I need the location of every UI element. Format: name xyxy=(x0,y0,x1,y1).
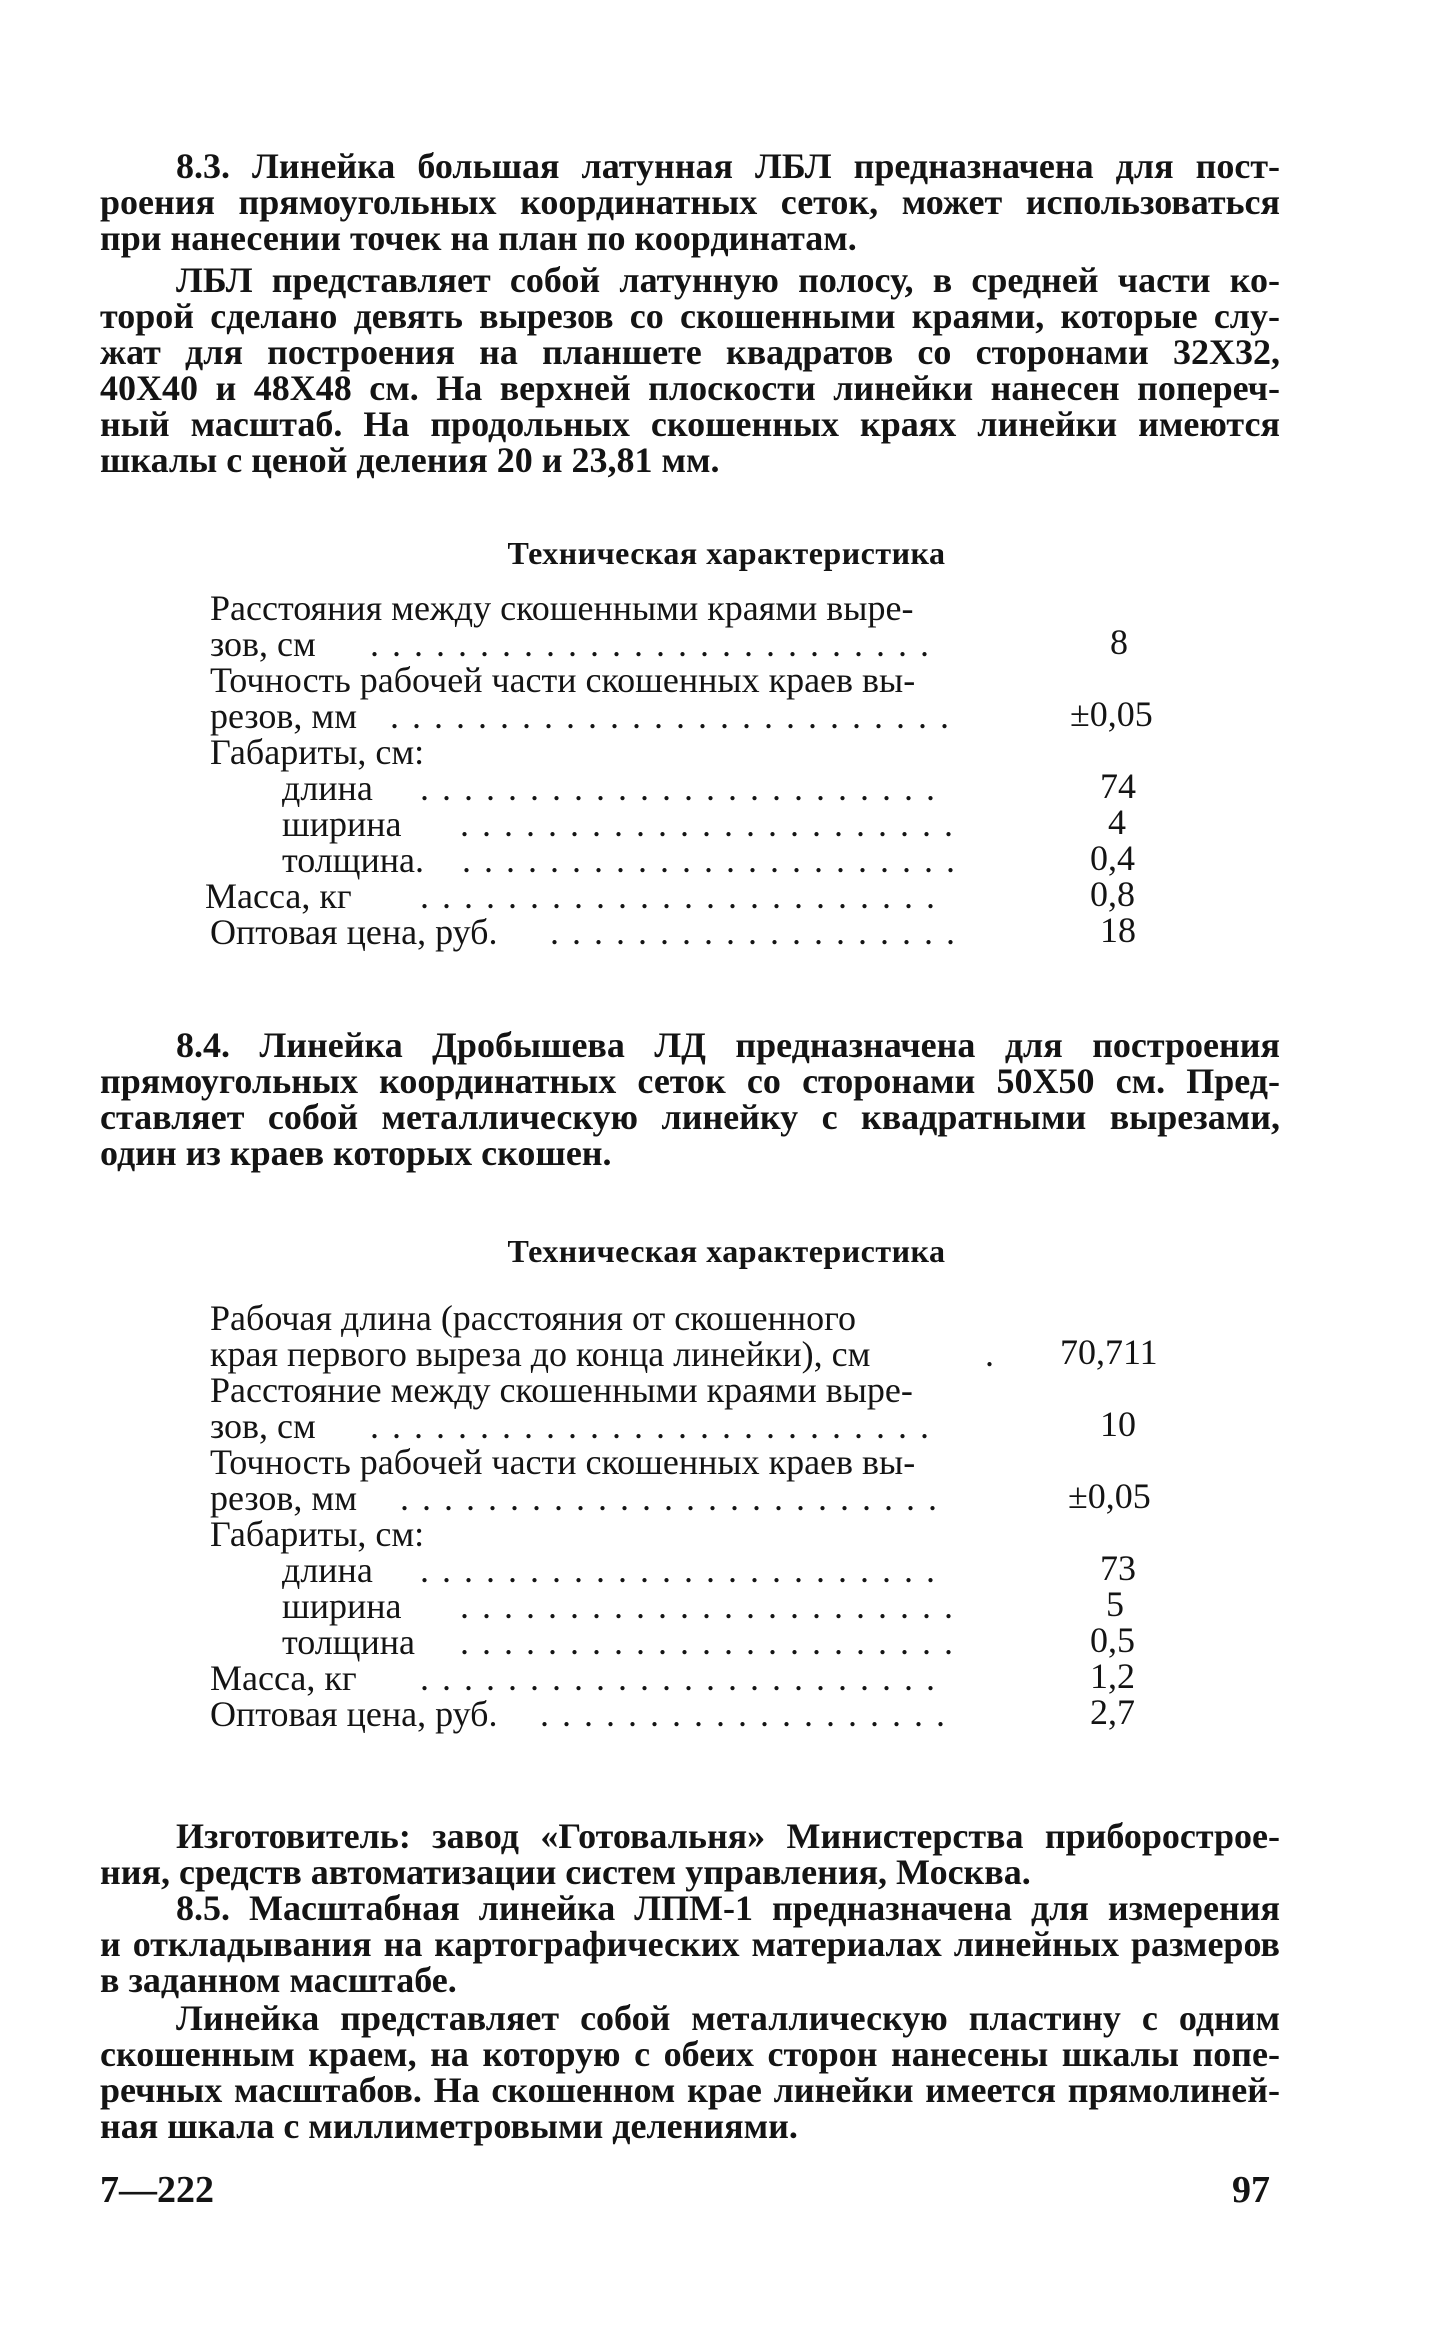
leader-dots: . . . . . . . . . . . . . . . . . . . xyxy=(540,1696,947,1732)
leader-dots: . . . . . . . . . . . . . . . . . . . . . . . xyxy=(462,842,957,878)
leader-dots: . . . . . . . . . . . . . . . . . . . . . . . . . . xyxy=(390,698,951,734)
paragraph-8-5-line-3: в заданном масштабе. xyxy=(100,1960,457,2000)
spec-label: ширина xyxy=(282,804,402,844)
leader-dots: . . . . . . . . . . . . . . . . . . . xyxy=(550,914,957,950)
paragraph-8-4-line-2: прямоугольных координатных сеток со сторонами 50Х50 см. Пред- xyxy=(100,1061,1280,1101)
spec-label: зов, см xyxy=(210,1406,316,1446)
spec-value: 0,4 xyxy=(1090,838,1135,878)
spec-label: ширина xyxy=(282,1586,402,1626)
leader-dots: . . . . . . . . . . . . . . . . . . . . . . . . xyxy=(420,878,937,914)
leader-dots: . . . . . . . . . . . . . . . . . . . . . . . xyxy=(460,806,955,842)
spec-label: Расстояния между скошенными краями выре- xyxy=(210,588,914,628)
paragraph-8-3-line-3: при нанесении точек на план по координатам. xyxy=(100,218,857,258)
leader-dots: . . . . . . . . . . . . . . . . . . . . . . . . xyxy=(420,1552,937,1588)
leader-dots: . . . . . . . . . . . . . . . . . . . . . . . xyxy=(460,1588,955,1624)
spec-value: 10 xyxy=(1100,1404,1136,1444)
spec-value: 4 xyxy=(1108,802,1126,842)
spec-label: длина xyxy=(282,1550,373,1590)
spec-label: толщина xyxy=(282,1622,415,1662)
printer-signature: 7—222 xyxy=(100,2169,214,2211)
spec-label: Габариты, см: xyxy=(210,1514,425,1554)
leader-dots: . . . . . . . . . . . . . . . . . . . . . . . xyxy=(460,1624,955,1660)
spec-value: 73 xyxy=(1100,1548,1136,1588)
spec-label: резов, мм xyxy=(210,1478,357,1518)
spec-label: Оптовая цена, руб. xyxy=(210,912,498,952)
spec-label: Точность рабочей части скошенных краев вы- xyxy=(210,660,916,700)
spec-label: длина xyxy=(282,768,373,808)
spec-label: края первого выреза до конца линейки), см xyxy=(210,1334,871,1374)
spec-heading-ld: Техническая характеристика xyxy=(507,1233,946,1269)
spec-value: 0,5 xyxy=(1090,1620,1135,1660)
spec-label: зов, см xyxy=(210,624,316,664)
leader-dots: . . . . . . . . . . . . . . . . . . . . . . . . . . xyxy=(370,1408,931,1444)
manufacturer-line-2: ния, средств автоматизации систем управления, Москва. xyxy=(100,1852,1031,1892)
paragraph-8-4-line-4: один из краев которых скошен. xyxy=(100,1133,612,1173)
paragraph-lpm-line-2: скошенным краем, на которую с обеих сторон нанесены шкалы попе- xyxy=(100,2034,1280,2074)
leader-dots: . . . . . . . . . . . . . . . . . . . . . . . . . . xyxy=(370,626,931,662)
spec-heading-lbl: Техническая характеристика xyxy=(507,535,946,571)
paragraph-8-4-line-1: 8.4. Линейка Дробышева ЛД предназначена для построения xyxy=(176,1025,1280,1065)
spec-value: ±0,05 xyxy=(1068,1476,1151,1516)
spec-value: 70,711 xyxy=(1060,1332,1158,1372)
paragraph-lpm-line-1: Линейка представляет собой металлическую пластину с одним xyxy=(176,1998,1280,2038)
spec-value: 2,7 xyxy=(1090,1692,1135,1732)
spec-label: Масса, кг xyxy=(205,876,352,916)
leader-dots: . . . . . . . . . . . . . . . . . . . . . . . . xyxy=(420,770,937,806)
paragraph-lbl-line-6: шкалы с ценой деления 20 и 23,81 мм. xyxy=(100,440,720,480)
page-number: 97 xyxy=(1232,2169,1270,2211)
paragraph-lbl-line-5: ный масштаб. На продольных скошенных краях линейки имеются xyxy=(100,404,1280,444)
spec-value: 8 xyxy=(1110,622,1128,662)
paragraph-lbl-line-4: 40Х40 и 48Х48 см. На верхней плоскости линейки нанесен попереч- xyxy=(100,368,1280,408)
spec-label: резов, мм xyxy=(210,696,357,736)
paragraph-lbl-line-1: ЛБЛ представляет собой латунную полосу, в средней части ко- xyxy=(176,260,1280,300)
paragraph-8-3-line-1: 8.3. Линейка большая латунная ЛБЛ предназначена для пост- xyxy=(176,146,1280,186)
spec-label: Оптовая цена, руб. xyxy=(210,1694,498,1734)
paragraph-8-3-line-2: роения прямоугольных координатных сеток, может использоваться xyxy=(100,182,1280,222)
spec-value: 74 xyxy=(1100,766,1136,806)
leader-dots: . xyxy=(985,1336,996,1372)
paragraph-8-5-line-1: 8.5. Масштабная линейка ЛПМ-1 предназначена для измерения xyxy=(176,1888,1280,1928)
spec-value: 5 xyxy=(1106,1584,1124,1624)
spec-label: Расстояние между скошенными краями выре- xyxy=(210,1370,913,1410)
paragraph-lpm-line-4: ная шкала с миллиметровыми делениями. xyxy=(100,2106,798,2146)
spec-value: ±0,05 xyxy=(1070,694,1153,734)
manufacturer-line-1: Изготовитель: завод «Готовальня» Министерства приборострое- xyxy=(176,1816,1280,1856)
spec-value: 18 xyxy=(1100,910,1136,950)
spec-value: 0,8 xyxy=(1090,874,1135,914)
leader-dots: . . . . . . . . . . . . . . . . . . . . . . . . . xyxy=(400,1480,939,1516)
paragraph-lbl-line-2: торой сделано девять вырезов со скошенными краями, которые слу- xyxy=(100,296,1280,336)
spec-label: толщина. xyxy=(282,840,424,880)
leader-dots: . . . . . . . . . . . . . . . . . . . . . . . . xyxy=(420,1660,937,1696)
spec-label: Точность рабочей части скошенных краев вы- xyxy=(210,1442,916,1482)
paragraph-8-5-line-2: и откладывания на картографических материалах линейных размеров xyxy=(100,1924,1280,1964)
paragraph-lbl-line-3: жат для построения на планшете квадратов со сторонами 32Х32, xyxy=(100,332,1280,372)
paragraph-lpm-line-3: речных масштабов. На скошенном крае линейки имеется прямолиней- xyxy=(100,2070,1280,2110)
spec-label: Масса, кг xyxy=(210,1658,357,1698)
spec-label: Габариты, см: xyxy=(210,732,425,772)
paragraph-8-4-line-3: ставляет собой металлическую линейку с квадратными вырезами, xyxy=(100,1097,1280,1137)
spec-label: Рабочая длина (расстояния от скошенного xyxy=(210,1298,856,1338)
spec-value: 1,2 xyxy=(1090,1656,1135,1696)
